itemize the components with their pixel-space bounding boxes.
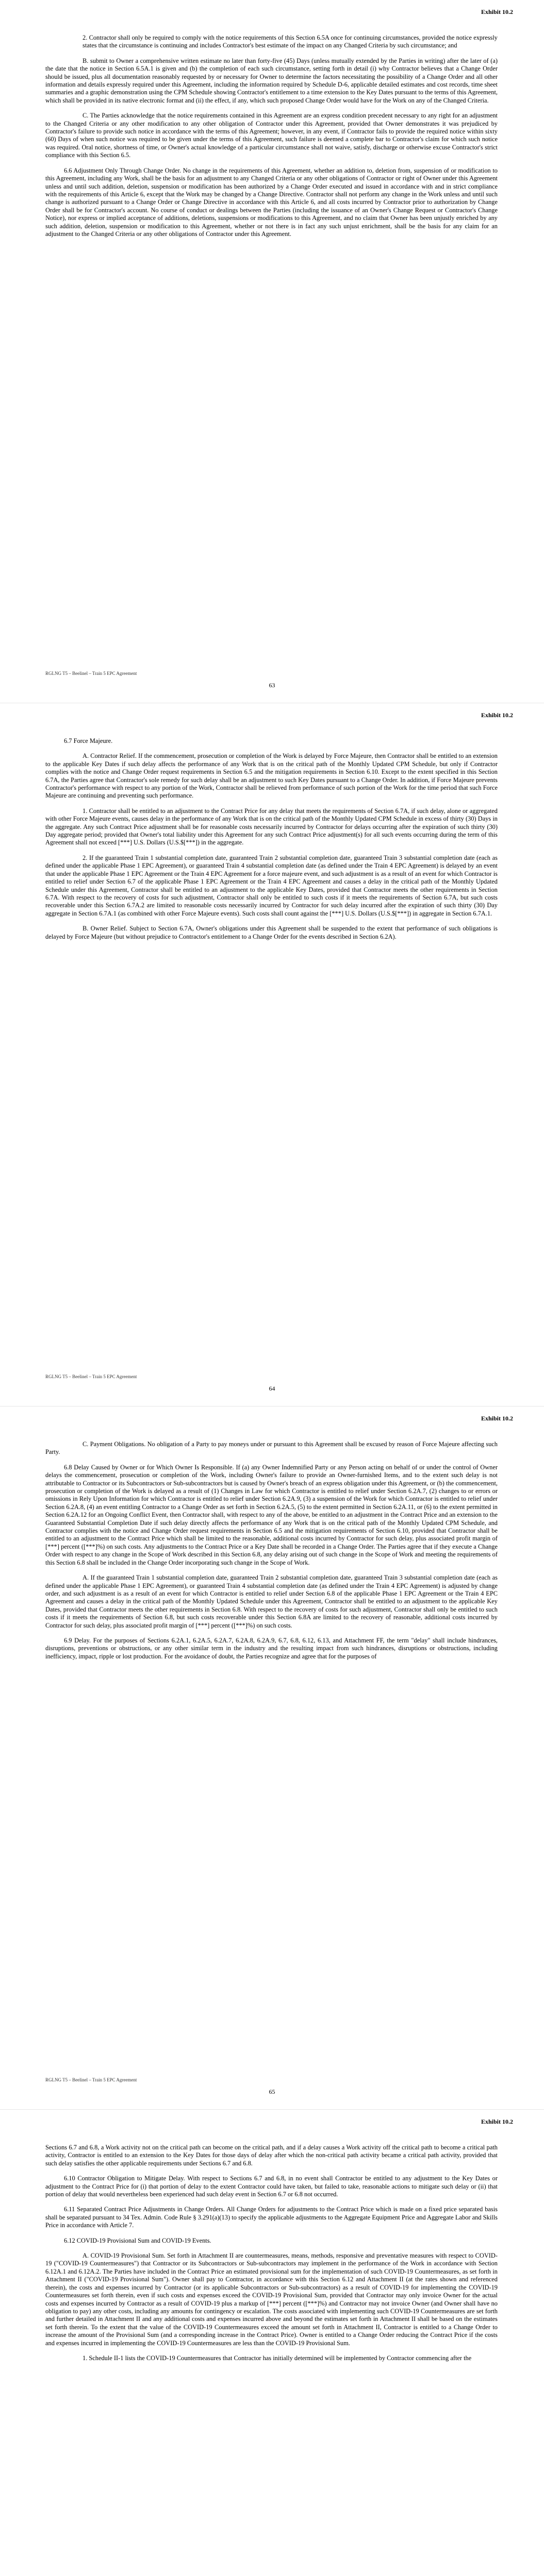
page-footer: RGLNG T5 – Beelinel – Train 5 EPC Agreement	[45, 671, 137, 676]
section-6-9: 6.9 Delay. For the purposes of Sections 6.2A.1, 6.2A.5, 6.2A.7, 6.2A.8, 6.2A.9, 6.7, 6.8, 6.12, 6.13, and Attachment FF, the term "delay" shall include hindrances, disruptions, preventions or obstructions, or any other similar term in the industry and the resulting impact from such hindrances, disruptions or obstructions, including inefficiency, impact, ripple or lost production. For the avoidance of doubt, the Parties recognize and agree that for the purposes of	[45, 1636, 498, 1660]
exhibit-label: Exhibit 10.2	[481, 1415, 513, 1422]
paragraph: B. Owner Relief. Subject to Section 6.7A, Owner's obligations under this Agreement shall be suspended to the extent that performance of such obligations is delayed by Force Majeure (but without prejudice to Contractor's entitlement to a Change Order for the events described in Section 6.2A).	[45, 925, 498, 940]
paragraph: A. Contractor Relief. If the commencement, prosecution or completion of the Work is delayed by Force Majeure, then Contractor shall be entitled to an extension to the applicable Key Dates if such delay affects the performance of any Work that is on the critical path of the Monthly Updated CPM Schedule, but only if Contractor complies with the notice and Change Order request requirements in Section 6.5 and the mitigation requirements in Section 6.10. Except to the extent specified in this Section 6.7A, the Parties agree that Contractor's sole remedy for such delay shall be an adjustment to such Key Dates pursuant to a Change Order. In addition, if Force Majeure prevents Contractor's performance with respect to any portion of the Work, Contractor shall be relieved from performance of such portion of the Work for the time period that such Force Majeure are continuing and preventing such performance.	[45, 752, 498, 800]
paragraph: B. submit to Owner a comprehensive written estimate no later than forty-five (45) Days (unless mutually extended by the Parties in writing) after the later of (a) the date that the notice in Section 6.5A.1 is given and (b) the completion of each such circumstance, setting forth in detail (i) why Contractor believes that a Change Order should be issued, plus all documentation reasonably requested by or necessary for Owner to determine the factors necessitating the possibility of a Change Order and all other information and details expressly required under this Agreement, including the information required by Schedule D-6, applicable detailed estimates and cost records, time sheet summaries and a graphic demonstration using the CPM Schedule showing Contractor's entitlement to a time extension to the Key Dates pursuant to the terms of this Agreement, which shall be provided in its native electronic format and (ii) the effect, if any, which such proposed Change Order would have for the Work on any of the Changed Criteria.	[45, 57, 498, 104]
section-6-11: 6.11 Separated Contract Price Adjustments in Change Orders. All Change Orders for adjustments to the Contract Price which is made on a fixed price separated basis shall be separated pursuant to 34 Tex. Admin. Code Rule § 3.291(a)(13) to specify the applicable adjustments to the Aggregate Equipment Price and Aggregate Labor and Skills Price in accordance with Article 7.	[45, 2206, 498, 2229]
page-content	[45, 1440, 498, 1668]
paragraph: C. The Parties acknowledge that the notice requirements contained in this Agreement are an express condition precedent necessary to any right for an adjustment to the Changed Criteria or any other modification to any other obligation of Contractor under this Agreement, provided that Owner demonstrates it was prejudiced by Contractor's failure to provide such notice in accordance with the terms of this Agreement; however, in any event, if Contractor fails to provide the required notice within sixty (60) Days of when such notice was required to be given under the terms of this Agreement, such failure is deemed a complete bar to Contractor's claim for which such notice was required. Oral notice, shortness of time, or Owner's actual knowledge of a particular circumstance shall not waive, satisfy, discharge or otherwise excuse Contractor's strict compliance with this Section 6.5.	[45, 112, 498, 159]
page-content	[45, 737, 498, 948]
page-footer: RGLNG T5 – Beelinel – Train 5 EPC Agreement	[45, 1374, 137, 1379]
page-content	[45, 34, 498, 245]
exhibit-label: Exhibit 10.2	[481, 8, 513, 15]
paragraph: A. If the guaranteed Train 1 substantial completion date, guaranteed Train 2 substantial completion date, guaranteed Train 3 substantial completion date (each as defined under the applicable Phase 1 EPC Agreement), or guaranteed Train 4 substantial completion date (as defined under the Train 4 EPC Agreement) is adjusted by change order, and such adjustment is as a result of an event for which Contractor is entitled to relief under Section 6.8 of the applicable Phase 1 EPC Agreement or the Train 4 EPC Agreement and causes a delay in the critical path of the Monthly Updated Schedule under this Agreement, Contractor shall be entitled to an adjustment to the applicable Key Dates, provided that Contractor meets the other requirements in Section 6.8. With respect to the recovery of costs for such adjustment, Contractor shall only be entitled to such costs if it meets the requirements of Section 6.8, but such costs recoverable under this Section 6.8A are limited to the recovery of reasonable, additional costs incurred by Contractor for such delay, plus associated profit margin of [***] percent ([***]%) on such costs.	[45, 1574, 498, 1629]
page-footer: RGLNG T5 – Beelinel – Train 5 EPC Agreement	[45, 2077, 137, 2082]
section-heading: 6.7 Force Majeure.	[64, 737, 113, 744]
section-6-10: 6.10 Contractor Obligation to Mitigate Delay. With respect to Sections 6.7 and 6.8, in no event shall Contractor be entitled to any adjustment to the Key Dates or adjustment to the Contract Price for (i) that portion of delay to the extent Contractor could have taken, but failed to take, reasonable actions to mitigate such delay or (ii) that portion of delay that would nevertheless been experienced had such delay event in Section 6.7 or 6.8 not occurred.	[45, 2175, 498, 2198]
page-63	[0, 0, 544, 703]
paragraph: 2. If the guaranteed Train 1 substantial completion date, guaranteed Train 2 substantial completion date, guaranteed Train 3 substantial completion date (each as defined under the applicable Phase 1 EPC Agreement), or guaranteed Train 4 substantial completion date (as defined under the Train 4 EPC Agreement) is delayed by an event that under the applicable Phase 1 EPC Agreement or the Train 4 EPC Agreement for a force majeure event, and such adjustment is as a result of an event for which Contractor is entitled to relief under Section 6.7 of the applicable Phase 1 EPC Agreement or the Train 4 EPC Agreement and causes a delay in the critical path of the Monthly Updated Schedule under this Agreement, Contractor shall be entitled to an adjustment to the applicable Key Dates, provided that Contractor meets the other requirements in Section 6.7A. With respect to the recovery of costs for such adjustment, Contractor shall only be entitled to such costs if it meets the requirements of Section 6.7A, but such costs recoverable under this Section 6.7A.2 are limited to reasonable costs necessarily incurred by Contractor for such delay incurred after the expiration of such thirty (30) Day aggregate in Section 6.7A.1 (as combined with other Force Majeure events). Such costs shall count against the [***] U.S. Dollars (U.S.$[***]) in aggregate in Section 6.7A.1.	[45, 854, 498, 917]
exhibit-label: Exhibit 10.2	[481, 2118, 513, 2125]
paragraph: 2. Contractor shall only be required to comply with the notice requirements of this Section 6.5A once for continuing circumstances, provided the notice expressly states that the circumstance is continuing and includes Contractor's best estimate of the impact on any Changed Criteria by such circumstance; and	[83, 34, 498, 49]
section-6-8: 6.8 Delay Caused by Owner or for Which Owner Is Responsible. If (a) any Owner Indemnified Party or any Person acting on behalf of or under the control of Owner delays the commencement, prosecution or completion of the Work, including Owner's failure to provide an Owner-furnished Items, and to the extent such delay is not attributable to Contractor or its Subcontractors or Sub-subcontractors but is caused by Owner's breach of an express obligation under this Agreement, or (b) the commencement, prosecution or completion of the Work is delayed as a result of (1) Changes in Law for which Contractor is entitled to relief under Section 6.2A.7, (2) changes to or errors or omissions in Rely Upon Information for which Contractor is entitled to relief under Section 6.2A.9, (3) a suspension of the Work for which Contractor is entitled to relief under Section 6.2A.8, (4) an event entitling Contractor to a Change Order as set forth in Section 6.2A.5, (5) to the extent permitted in Section 6.2A.11, or (6) to the extent permitted in Section 6.2A.12 for an Ongoing Conflict Event, then Contractor shall, with respect to any of the above, be entitled to an adjustment in the Contract Price and an extension to the Guaranteed Substantial Completion Date if such delay directly affects the performance of any Work that is on the critical path of the Monthly Updated CPM Schedule, and Contractor complies with the notice and Change Order request requirements in Section 6.5 and the mitigation requirements of Section 6.10, provided that Contractor shall be entitled to an adjustment to the Contract Price which shall be limited to the reasonable, additional costs incurred by Contractor for such delay, plus associated profit margin of [***] percent ([***]%) on such costs. Any adjustments to the Contract Price or a Key Date shall be recorded in a Change Order. The Parties agree that if they execute a Change Order with respect to any change in the Scope of Work described in this Section 6.8, any delay arising out of such change in the Scope of Work and meeting the requirements of this Section 6.8 shall be included in the Change Order incorporating such change in the Scope of Work.	[45, 1463, 498, 1566]
page-64	[0, 703, 544, 1406]
section-6-12: 6.12 COVID-19 Provisional Sum and COVID-19 Events.	[64, 2236, 211, 2244]
page-66	[0, 2110, 544, 2576]
section-6-6: 6.6 Adjustment Only Through Change Order. No change in the requirements of this Agreement, whether an addition to, deletion from, suspension of or modification to this Agreement, including any Work, shall be the basis for an adjustment to any Changed Criteria or any other obligations of Contractor or right of Owner under this Agreement unless and until such addition, deletion, suspension or modification has been authorized by a Change Order executed and issued in accordance with and in strict compliance with the requirements of this Article 6, except that the Work may be changed by a Change Directive. Contractor shall not perform any change in the Work unless and until such change is authorized pursuant to a Change Order or Change Directive in accordance with this Article 6, and all costs incurred by Contractor prior to authorization by Change Order shall be for Contractor's account. No course of conduct or dealings between the Parties (including the issuance of an Owner's Change Request or Contractor's Change Notice), nor express or implied acceptance of additions, deletions, suspensions or modifications to this Agreement, and no claim that Owner has been unjustly enriched by any such addition, deletion, suspension or modification to this Agreement, whether or not there is in fact any such unjust enrichment, shall be the basis for any claim for an adjustment to the Changed Criteria or any other obligations of Contractor under this Agreement.	[45, 166, 498, 238]
page-65	[0, 1406, 544, 2110]
page-number: 65	[269, 2088, 275, 2095]
page-number: 63	[269, 682, 275, 689]
exhibit-label: Exhibit 10.2	[481, 711, 513, 719]
paragraph: C. Payment Obligations. No obligation of a Party to pay moneys under or pursuant to this Agreement shall be excused by reason of Force Majeure affecting such Party.	[45, 1440, 498, 1456]
paragraph: 1. Schedule II-1 lists the COVID-19 Countermeasures that Contractor has initially determined will be implemented by Contractor commencing after the	[83, 2354, 472, 2362]
paragraph: Sections 6.7 and 6.8, a Work activity not on the critical path can become on the critical path, and if a delay causes a Work activity off the critical path to become a critical path activity, Contractor is entitled to an extension to the Key Dates for those days of delay after which the non-critical path activity became a critical path activity, provided that such delay satisfies the other applicable requirements under Sections 6.7 and 6.8.	[45, 2144, 498, 2167]
page-number: 64	[269, 1385, 275, 1392]
paragraph: 1. Contractor shall be entitled to an adjustment to the Contract Price for any delay that meets the requirements of Section 6.7A, if such delay, alone or aggregated with other Force Majeure events, causes delay in the performance of any Work that is on the critical path of the Monthly Updated CPM Schedule in excess of thirty (30) Days in the aggregate. Any such Contract Price adjustment shall be for reasonable costs necessarily incurred by Contractor for delays occurring after the expiration of such thirty (30) Day aggregate period; provided that Owner's total liability under this Agreement for any such Contract Price adjustment(s) for all such events occurring during the term of this Agreement shall not exceed [***] U.S. Dollars (U.S.$[***]) in the aggregate.	[45, 807, 498, 846]
page-content	[45, 2144, 498, 2369]
paragraph: A. COVID-19 Provisional Sum. Set forth in Attachment II are countermeasures, means, methods, responsive and preventative measures with respect to COVID-19 ("COVID-19 Countermeasures") that Contractor or its Subcontractors or Sub-subcontractors may implement in the performance of the Work in accordance with Section 6.12A.1 and 6.12A.2. The Parties have included in the Contract Price an estimated provisional sum for the implementation of such COVID-19 Countermeasures, as set forth in Attachment II ("COVID-19 Provisional Sum"). Owner shall pay to Contractor, in accordance with this Section 6.12 and Attachment II (at the rates shown and referenced therein), the costs and expenses incurred by Contractor (or its applicable Subcontractors or Sub-subcontractors) as a result of COVID-19 for implementing the COVID-19 Countermeasures set forth therein, even if such costs and expenses exceed the COVID-19 Provisional Sum, provided that Contractor may only invoice Owner for the actual costs and expenses incurred by Contractor as a result of COVID-19 plus a markup of [***] percent ([***]%) and Contractor may not invoice Owner (and Owner shall have no obligation to pay) any other costs, including any amounts for contingency or escalation. The costs associated with implementing such COVID-19 Countermeasures are set forth and further detailed in Attachment II and any additional costs and expenses incurred above and beyond the estimates set forth in Attachment II shall be based on the estimates set forth therein. To the extent that the value of the COVID-19 Countermeasures exceed the amount set forth in Attachment II, Contractor is entitled to a Change Order to increase the amount of the Provisional Sum (and a corresponding increase in the Contract Price). Owner is entitled to a Change Order reducing the Contract Price if the costs and expenses incurred in implementing the COVID-19 Countermeasures are less than the COVID-19 Provisional Sum.	[45, 2252, 498, 2347]
